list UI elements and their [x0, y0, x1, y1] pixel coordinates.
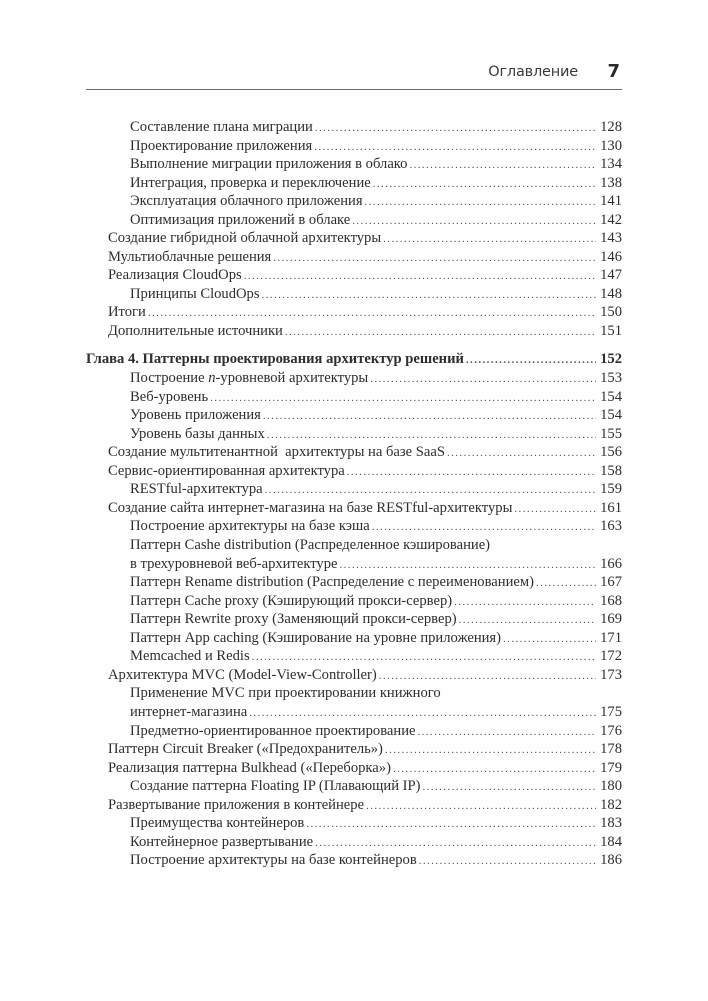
toc-entry-title: Выполнение миграции приложения в облако — [130, 156, 408, 173]
dot-leader — [365, 193, 596, 212]
toc-entry-page: 166 — [600, 555, 622, 572]
toc-entry[interactable] — [86, 285, 622, 304]
toc-entry[interactable] — [86, 443, 622, 462]
toc-entry-title: Мультиоблачные решения — [108, 248, 272, 265]
dot-leader — [262, 286, 596, 305]
toc-entry-title: Предметно-ориентированное проектирование — [130, 722, 416, 739]
toc-entry-title: Создание гибридной облачной архитектуры — [108, 230, 382, 247]
toc-entry-page: 186 — [600, 852, 622, 869]
dot-leader — [314, 138, 596, 157]
dot-leader — [267, 426, 596, 445]
toc-entry-page: 147 — [600, 267, 622, 284]
toc-entry[interactable] — [86, 740, 622, 759]
dot-leader — [370, 370, 596, 389]
toc-entry[interactable] — [86, 610, 622, 629]
toc-entry[interactable] — [86, 666, 622, 685]
toc-entry-title: RESTful-архитектура — [130, 481, 263, 498]
toc-entry[interactable] — [86, 647, 622, 666]
dot-leader — [347, 463, 596, 482]
toc-entry-page: 176 — [600, 722, 622, 739]
toc-entry[interactable] — [86, 833, 622, 852]
toc-entry[interactable] — [86, 388, 622, 407]
toc-entry[interactable] — [86, 480, 622, 499]
toc-entry-title: Преимущества контейнеров — [130, 815, 305, 832]
toc-entry-page: 179 — [600, 759, 622, 776]
toc-entry-page: 161 — [600, 499, 622, 516]
dot-leader — [417, 723, 596, 742]
header-page-number: 7 — [607, 61, 620, 82]
toc-entry-page: 183 — [600, 815, 622, 832]
dot-leader — [466, 351, 596, 370]
toc-entry[interactable] — [86, 369, 622, 388]
dot-leader — [252, 648, 596, 667]
toc-entry-page: 175 — [600, 703, 622, 720]
dot-leader — [514, 500, 596, 519]
toc-entry-title: Memcached и Redis — [130, 648, 250, 665]
toc-entry-title: Создание мультитенантной архитектуры на базе SaaS — [108, 444, 445, 461]
toc-entry-title: Уровень базы данных — [130, 425, 265, 442]
toc-entry-page: 156 — [600, 444, 622, 461]
toc-entry[interactable] — [86, 777, 622, 796]
toc-entry-title: Дополнительные источники — [108, 323, 283, 340]
dot-leader — [273, 249, 596, 268]
toc-entry[interactable] — [86, 248, 622, 267]
toc-entry[interactable] — [86, 851, 622, 870]
toc-entry-page: 168 — [600, 592, 622, 609]
toc-entry-page: 134 — [600, 156, 622, 173]
header-section-title: Оглавление — [488, 64, 578, 80]
toc-entry-title: Развертывание приложения в контейнере — [108, 796, 365, 813]
toc-entry-title: Построение архитектуры на базе кэша — [130, 518, 370, 535]
toc-entry-title: Архитектура MVC (Model-View-Controller) — [108, 666, 377, 683]
toc-entry[interactable] — [86, 266, 622, 285]
toc-entry-page: 130 — [600, 137, 622, 154]
toc-entry-page: 141 — [600, 193, 622, 210]
dot-leader — [423, 778, 596, 797]
toc-entry-page: 178 — [600, 741, 622, 758]
toc-entry-title-line1: Паттерн Cashe distribution (Распределенное кэширование) — [130, 537, 491, 554]
toc-entry[interactable] — [86, 629, 622, 648]
dot-leader — [306, 815, 596, 834]
running-header — [86, 60, 622, 90]
toc-entry[interactable] — [86, 462, 622, 481]
toc-entry-page: 143 — [600, 230, 622, 247]
dot-leader — [383, 230, 596, 249]
dot-leader — [503, 630, 596, 649]
toc-entry[interactable] — [86, 517, 622, 536]
dot-leader — [372, 518, 596, 537]
toc-entry-title: Веб-уровень — [130, 388, 209, 405]
toc-entry-page: 138 — [600, 174, 622, 191]
toc-entry-title: Паттерн Rename distribution (Распределение с переименованием) — [130, 574, 534, 591]
dot-leader — [285, 323, 596, 342]
toc-entry-title: Создание паттерна Floating IP (Плавающий IP) — [130, 778, 421, 795]
toc-entry[interactable] — [86, 303, 622, 322]
toc-entry-page: 154 — [600, 388, 622, 405]
toc-entry-title: Уровень приложения — [130, 407, 261, 424]
toc-entry-title: Интеграция, проверка и переключение — [130, 174, 371, 191]
toc-entry-page: 180 — [600, 778, 622, 795]
toc-entry-title: Реализация паттерна Bulkhead («Переборка») — [108, 759, 391, 776]
toc-entry-title: Реализация CloudOps — [108, 267, 242, 284]
toc-entry-page: 151 — [600, 323, 622, 340]
dot-leader — [536, 574, 596, 593]
dot-leader — [315, 834, 596, 853]
toc-entry-title: Паттерн App caching (Кэширование на уровне приложения) — [130, 629, 502, 646]
toc-entry-page: 171 — [600, 629, 622, 646]
toc-entry[interactable] — [86, 703, 622, 722]
toc-entry[interactable] — [86, 229, 622, 248]
title-suffix: -уровневой архитектуры — [215, 370, 369, 387]
toc-entry-page: 148 — [600, 285, 622, 302]
toc-entry-first-line[interactable] — [86, 536, 622, 555]
toc-entry[interactable] — [86, 155, 622, 174]
dot-leader — [373, 175, 596, 194]
toc-entry-title: в трехуровневой веб-архитектуре — [130, 555, 338, 572]
toc-entry-title: Паттерн Circuit Breaker («Предохранитель») — [108, 741, 383, 758]
dot-leader — [340, 556, 597, 575]
toc-entry[interactable] — [86, 722, 622, 741]
title-prefix: Построение — [130, 370, 209, 387]
dot-leader — [148, 304, 596, 323]
toc-entry-title: Построение архитектуры на базе контейнеров — [130, 852, 417, 869]
toc-entry[interactable] — [86, 592, 622, 611]
dot-leader — [409, 156, 596, 175]
toc-entry-title: Эксплуатация облачного приложения — [130, 193, 363, 210]
toc-entry-page: 158 — [600, 462, 622, 479]
dot-leader — [379, 667, 596, 686]
toc-entry-title-line1: Применение MVC при проектировании книжного — [130, 685, 441, 702]
toc-entry-page: 184 — [600, 833, 622, 850]
dot-leader — [265, 481, 596, 500]
dot-leader — [263, 407, 596, 426]
dot-leader — [385, 741, 596, 760]
title-italic-n: n — [208, 370, 216, 387]
dot-leader — [352, 212, 596, 231]
toc-entry-title: Проектирование приложения — [130, 137, 313, 154]
toc-entry[interactable] — [86, 796, 622, 815]
toc-entry[interactable] — [86, 322, 622, 341]
toc-entry-page: 169 — [600, 611, 622, 628]
toc-entry-page: 155 — [600, 425, 622, 442]
toc-entry-title: Паттерн Rewrite proxy (Заменяющий прокси-сервер) — [130, 611, 457, 628]
toc-entry[interactable] — [86, 211, 622, 230]
toc-entry-title: Принципы CloudOps — [130, 285, 260, 302]
toc-entry-title: Сервис-ориентированная архитектура — [108, 462, 345, 479]
dot-leader — [393, 760, 596, 779]
toc-entry-page: 167 — [600, 574, 622, 591]
toc-entry[interactable] — [86, 814, 622, 833]
dot-leader — [244, 267, 596, 286]
toc-entry-page: 163 — [600, 518, 622, 535]
toc-entry-title: Составление плана миграции — [130, 119, 313, 135]
toc-entry-page: 128 — [600, 119, 622, 135]
toc-entry[interactable] — [86, 425, 622, 444]
toc-entry[interactable] — [86, 192, 622, 211]
toc-entry-page: 182 — [600, 796, 622, 813]
dot-leader — [459, 611, 596, 630]
toc-entry-page: 150 — [600, 304, 622, 321]
dot-leader — [447, 444, 596, 463]
toc-entry-title: интернет-магазина — [130, 703, 248, 720]
toc-entry[interactable] — [86, 499, 622, 518]
toc-entry[interactable] — [86, 406, 622, 425]
toc-entry-first-line[interactable] — [86, 684, 622, 703]
dot-leader — [454, 593, 596, 612]
toc-entry-title: Оптимизация приложений в облаке — [130, 211, 351, 228]
toc-entry-title: Создание сайта интернет-магазина на базе RESTful-архитектуры — [108, 499, 513, 516]
toc-entry-page: 159 — [600, 481, 622, 498]
chapter-title: Глава 4. Паттерны проектирования архитектур решений — [86, 350, 464, 367]
toc-entry-title: Паттерн Cache proxy (Кэширующий прокси-сервер) — [130, 592, 453, 609]
toc-entry-page: 172 — [600, 648, 622, 665]
dot-leader — [210, 389, 596, 408]
toc-entry[interactable] — [86, 118, 622, 137]
toc-entry-page: 142 — [600, 211, 622, 228]
dot-leader — [249, 704, 596, 723]
toc-entry-title — [130, 369, 368, 388]
toc-entry-page: 146 — [600, 248, 622, 265]
table-of-contents — [86, 118, 622, 870]
toc-entry-title: Контейнерное развертывание — [130, 833, 314, 850]
toc-entry-page: 152 — [600, 350, 622, 367]
dot-leader — [419, 852, 596, 871]
toc-entry[interactable] — [86, 759, 622, 778]
toc-entry-page: 153 — [600, 370, 622, 387]
toc-chapter-heading[interactable] — [86, 350, 622, 369]
toc-entry[interactable] — [86, 555, 622, 574]
toc-entry[interactable] — [86, 174, 622, 193]
toc-entry[interactable] — [86, 137, 622, 156]
toc-entry-page: 173 — [600, 666, 622, 683]
toc-entry-page: 154 — [600, 407, 622, 424]
dot-leader — [366, 797, 596, 816]
dot-leader — [315, 119, 596, 138]
toc-entry[interactable] — [86, 573, 622, 592]
toc-entry-title: Итоги — [108, 304, 146, 321]
